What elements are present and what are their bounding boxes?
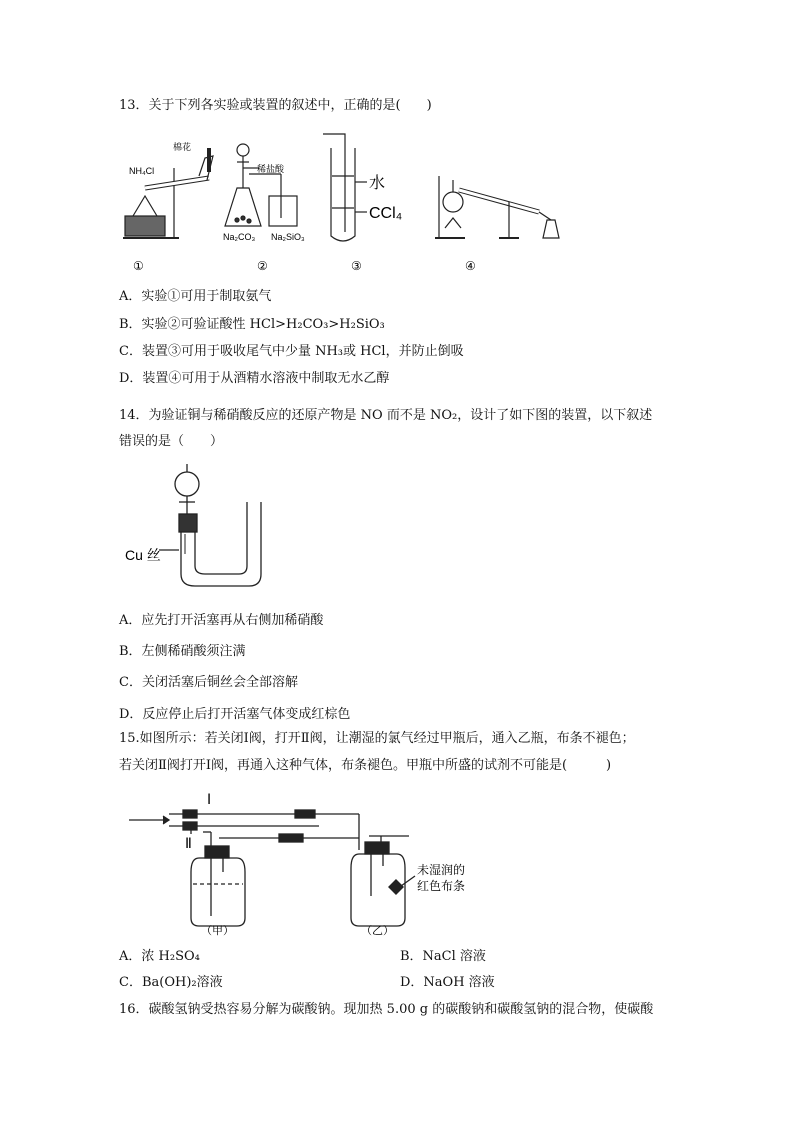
label-cloth-1: 未湿润的 (417, 863, 466, 877)
q16-stem-line1: 16．碳酸氢钠受热容易分解为碳酸钠。现加热 5.00 g 的碳酸钠和碳酸氢钠的混合物，使碳酸 (119, 1002, 654, 1017)
q15-figure (119, 786, 466, 937)
q15-option-a: A．浓 H₂SO₄ (119, 949, 200, 964)
label-cu-wire: Cu 丝 (125, 547, 161, 563)
q14-stem-line1: 14．为验证铜与稀硝酸反应的还原产物是 NO 而不是 NO₂，设计了如下图的装置，以下叙述 (119, 408, 653, 423)
figure-num-1: ① (133, 259, 144, 273)
label-cotton: 棉花 (173, 142, 192, 152)
q15-stem-line2: 若关闭Ⅱ阀打开Ⅰ阀，再通入这种气体，布条褪色。甲瓶中所盛的试剂不可能是( ) (119, 758, 612, 773)
q13-option-a: A．实验①可用于制取氨气 (119, 289, 272, 304)
apparatus-4 (435, 176, 559, 238)
q15-stem-line1: 15.如图所示：若关闭Ⅰ阀，打开Ⅱ阀，让潮湿的氯气经过甲瓶后，通入乙瓶，布条不褪色； (119, 731, 635, 746)
q15-option-d: D．NaOH 溶液 (400, 975, 495, 990)
label-water: 水 (369, 175, 386, 192)
valve-label-2: Ⅱ (185, 835, 192, 851)
label-ccl4: CCl₄ (369, 205, 403, 222)
figure-num-3: ③ (351, 259, 362, 273)
label-dilute-hcl: 稀盐酸 (257, 164, 285, 174)
q14-option-d: D．反应停止后打开活塞气体变成红棕色 (119, 707, 351, 722)
q15-option-c: C．Ba(OH)₂溶液 (119, 975, 223, 990)
apparatus-1 (123, 148, 213, 238)
figure-num-2: ② (257, 259, 268, 273)
apparatus-3 (323, 134, 367, 241)
label-na2co3: Na₂CO₃ (223, 232, 256, 242)
q13-figure (119, 128, 569, 276)
q13-stem: 13．关于下列各实验或装置的叙述中，正确的是( ) (119, 98, 432, 113)
q14-figure (119, 462, 279, 592)
q13-option-c: C．装置③可用于吸收尾气中少量 NH₃或 HCl，并防止倒吸 (119, 344, 464, 359)
q14-option-a: A．应先打开活塞再从右侧加稀硝酸 (119, 613, 324, 628)
q14-option-b: B．左侧稀硝酸须注满 (119, 644, 246, 659)
label-bottle-a: （甲） (201, 925, 234, 937)
label-na2sio3: Na₂SiO₃ (271, 232, 305, 242)
q13-option-b: B．实验②可验证酸性 HCl>H₂CO₃>H₂SiO₃ (119, 317, 385, 332)
q13-option-d: D．装置④可用于从酒精水溶液中制取无水乙醇 (119, 371, 390, 386)
label-nh4cl: NH₄Cl (129, 166, 155, 176)
q14-option-c: C．关闭活塞后铜丝会全部溶解 (119, 675, 298, 690)
label-bottle-b: （乙） (361, 925, 394, 937)
apparatus-2 (225, 144, 297, 226)
figure-num-4: ④ (465, 259, 476, 273)
valve-label-1: Ⅰ (207, 791, 212, 807)
q14-stem-line2: 错误的是（ ） (119, 434, 224, 449)
q15-option-b: B．NaCl 溶液 (400, 949, 486, 964)
label-cloth-2: 红色布条 (417, 879, 466, 893)
